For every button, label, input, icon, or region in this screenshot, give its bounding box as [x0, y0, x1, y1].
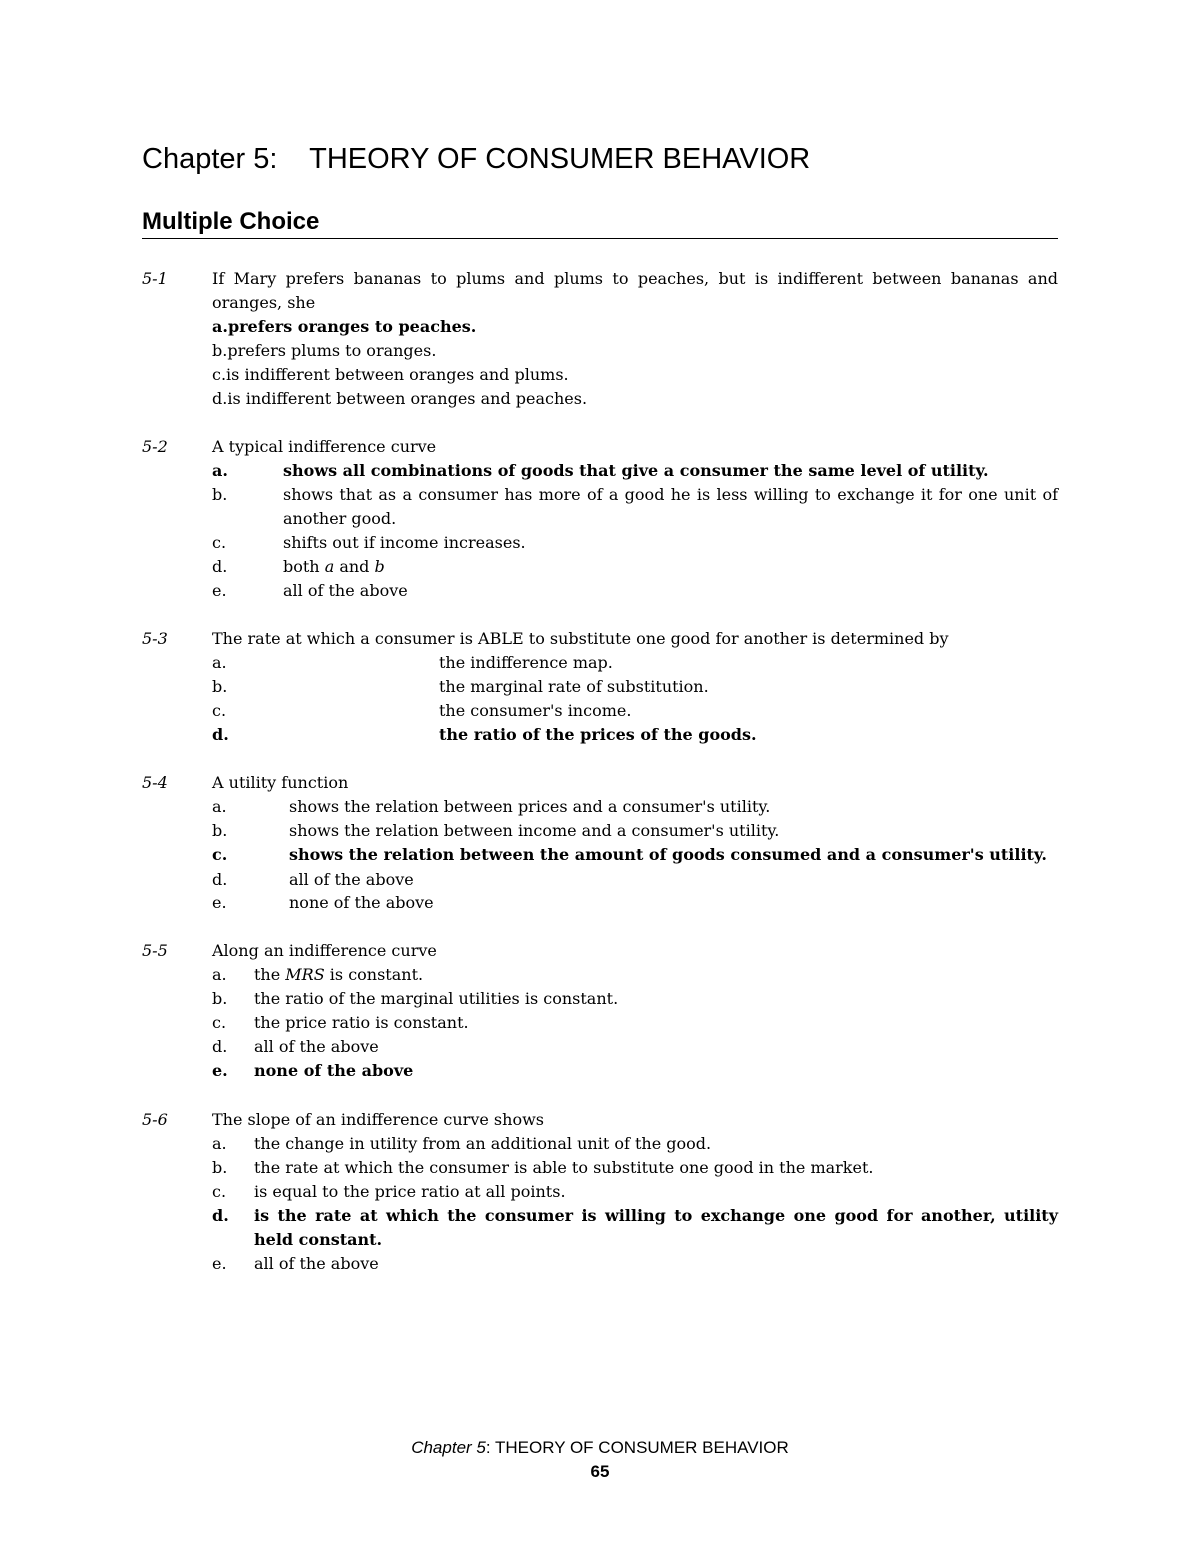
question-number: 5-6	[142, 1110, 168, 1129]
option-text: none of the above	[289, 893, 434, 912]
option-label: d.	[212, 870, 228, 889]
option-label: c.	[212, 701, 227, 720]
question-number: 5-2	[142, 437, 168, 456]
option-label: b.	[212, 341, 228, 360]
question-stem: The slope of an indifference curve shows	[212, 1110, 544, 1129]
option-label: e.	[212, 893, 227, 912]
option-d	[212, 868, 414, 892]
question-number: 5-1	[142, 269, 168, 288]
page-footer	[0, 1436, 1200, 1460]
question-number: 5-4	[142, 773, 168, 792]
section-heading: Multiple Choice	[142, 208, 320, 235]
option-text: shows the relation between income and a consumer's utility.	[289, 821, 780, 840]
option-b	[212, 483, 1058, 528]
option-text: the ratio of the marginal utilities is constant.	[254, 989, 619, 1008]
option-text	[254, 1204, 1058, 1252]
option-c	[212, 843, 1047, 867]
option-italic-b: b	[374, 557, 385, 576]
option-label: b.	[212, 821, 228, 840]
option-c	[212, 1180, 566, 1204]
option-text-mid: is constant.	[324, 965, 424, 984]
option-text: the price ratio is constant.	[254, 1013, 469, 1032]
option-c	[212, 531, 526, 555]
question-stem: Along an indifference curve	[212, 941, 437, 960]
option-text: shows the relation between the amount of goods consumed and a consumer's utility.	[289, 845, 1047, 864]
option-label: e.	[212, 1061, 228, 1080]
option-italic-mrs: MRS	[285, 965, 325, 984]
option-b	[212, 339, 436, 363]
option-text: is indifferent between oranges and plums.	[226, 365, 569, 384]
option-text: shows that as a consumer has more of a good he is less willing to exchange it for one unit of another good.	[283, 485, 1058, 528]
option-label: e.	[212, 581, 227, 600]
option-text: all of the above	[254, 1037, 379, 1056]
option-label: c.	[212, 845, 228, 864]
option-label: a.	[212, 1134, 227, 1153]
option-label: a.	[212, 653, 227, 672]
option-label: d.	[212, 1206, 229, 1225]
option-d	[212, 1035, 379, 1059]
option-a	[212, 795, 771, 819]
section-rule	[142, 238, 1058, 239]
option-text: the consumer's income.	[439, 701, 632, 720]
option-text	[283, 555, 385, 579]
option-a	[212, 1132, 712, 1156]
option-text-before: both	[283, 557, 325, 576]
option-e	[212, 1059, 414, 1083]
option-d	[212, 1204, 1058, 1249]
option-label: d.	[212, 1037, 228, 1056]
question-stem: The rate at which a consumer is ABLE to substitute one good for another is determined by	[212, 629, 949, 648]
option-text: prefers plums to oranges.	[227, 341, 437, 360]
option-label: a.	[212, 317, 228, 336]
option-text	[254, 963, 423, 987]
option-label: c.	[212, 533, 227, 552]
page-number: 65	[590, 1462, 610, 1481]
option-text: all of the above	[283, 581, 408, 600]
option-label: a.	[212, 461, 228, 480]
option-text: the marginal rate of substitution.	[439, 677, 709, 696]
chapter-title: Chapter 5: THEORY OF CONSUMER BEHAVIOR	[142, 143, 811, 175]
option-b	[212, 1156, 874, 1180]
option-label: b.	[212, 485, 228, 504]
option-text-mid: and	[334, 557, 375, 576]
option-label: b.	[212, 989, 228, 1008]
option-a	[212, 651, 613, 675]
option-text: is equal to the price ratio at all points.	[254, 1182, 566, 1201]
option-label: b.	[212, 1158, 228, 1177]
option-a	[212, 459, 989, 483]
question-stem: A utility function	[212, 773, 349, 792]
option-label: a.	[212, 797, 227, 816]
question-stem: A typical indifference curve	[212, 437, 437, 456]
option-b	[212, 675, 709, 699]
footer-title: : THEORY OF CONSUMER BEHAVIOR	[485, 1438, 789, 1457]
option-label: c.	[212, 365, 227, 384]
option-text: the change in utility from an additional unit of the good.	[254, 1134, 712, 1153]
option-text: shifts out if income increases.	[283, 533, 526, 552]
option-c	[212, 1011, 469, 1035]
option-text: the indifference map.	[439, 653, 613, 672]
option-b	[212, 819, 780, 843]
option-e	[212, 891, 434, 915]
option-text: all of the above	[289, 870, 414, 889]
option-text: none of the above	[254, 1061, 414, 1080]
option-e	[212, 579, 408, 603]
option-text-before: the	[254, 965, 286, 984]
option-d	[212, 387, 587, 411]
question-number: 5-3	[142, 629, 168, 648]
option-d	[212, 555, 385, 579]
option-label: d.	[212, 557, 228, 576]
option-label: b.	[212, 677, 228, 696]
option-text: prefers oranges to peaches.	[227, 317, 477, 336]
option-text: the rate at which the consumer is able to substitute one good in the market.	[254, 1158, 874, 1177]
option-a	[212, 315, 476, 339]
option-label: c.	[212, 1182, 227, 1201]
option-c	[212, 363, 569, 387]
footer-chapter: Chapter 5	[411, 1438, 486, 1457]
option-label: d.	[212, 389, 228, 408]
option-text: shows the relation between prices and a consumer's utility.	[289, 797, 771, 816]
option-text-content: is the rate at which the consumer is willing to exchange one good for another, utility held constant.	[254, 1206, 1058, 1249]
option-text: the ratio of the prices of the goods.	[439, 725, 757, 744]
option-label: a.	[212, 965, 227, 984]
option-italic-a: a	[324, 557, 335, 576]
option-label: d.	[212, 725, 229, 744]
option-c	[212, 699, 632, 723]
question-number: 5-5	[142, 941, 168, 960]
option-d	[212, 723, 757, 747]
option-label: c.	[212, 1013, 227, 1032]
option-label: e.	[212, 1254, 227, 1273]
option-a	[212, 963, 424, 987]
option-text: shows all combinations of goods that give a consumer the same level of utility.	[283, 461, 989, 480]
option-b	[212, 987, 619, 1011]
option-e	[212, 1252, 379, 1276]
question-stem: If Mary prefers bananas to plums and plums to peaches, but is indifferent between bananas and oranges, she	[212, 269, 1058, 312]
option-text: all of the above	[254, 1254, 379, 1273]
option-text: is indifferent between oranges and peaches.	[227, 389, 588, 408]
